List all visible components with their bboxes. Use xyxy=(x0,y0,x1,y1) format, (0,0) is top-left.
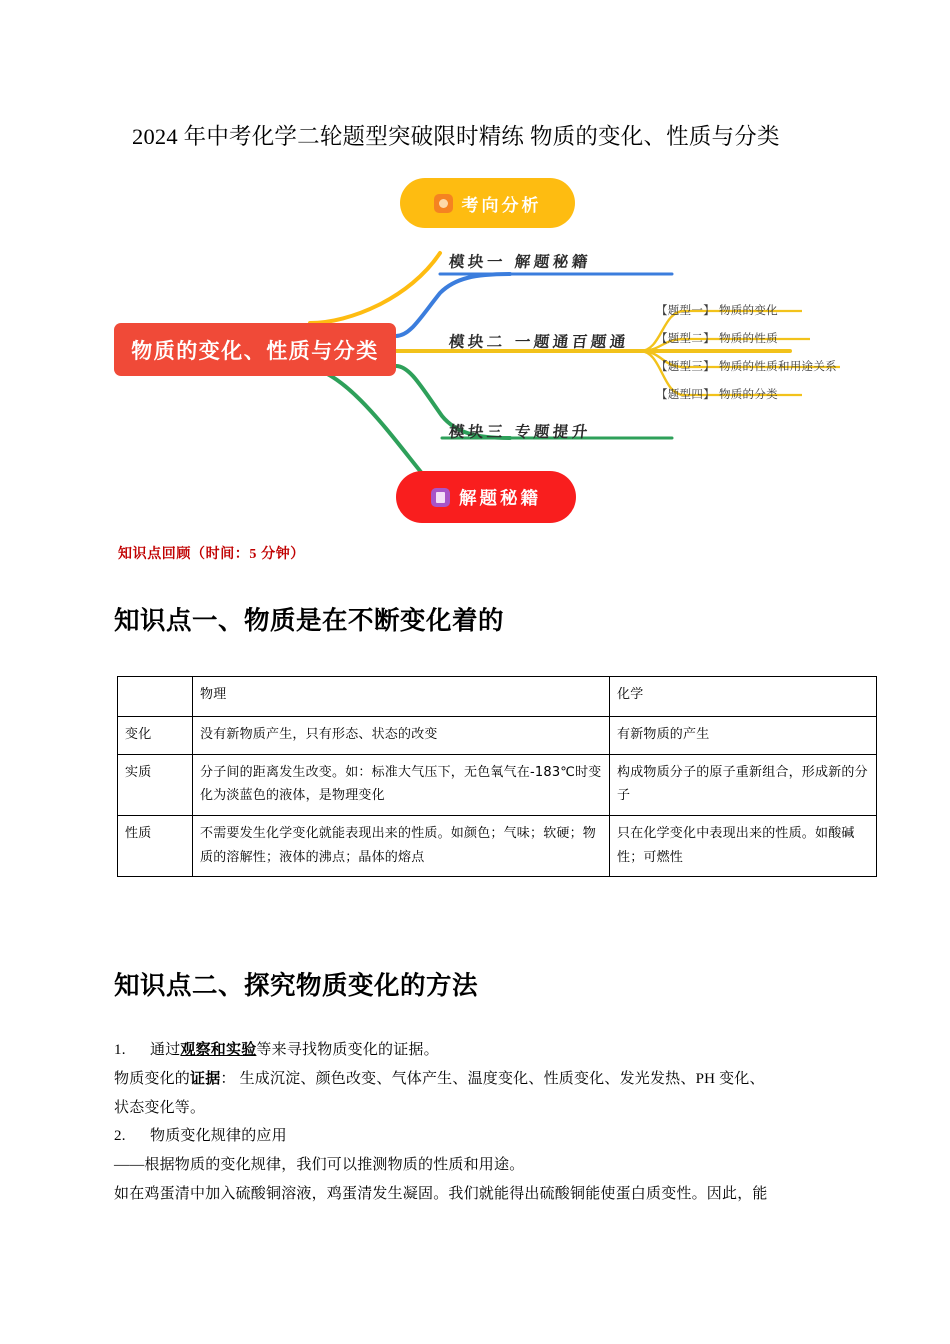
numbered-item-1 xyxy=(114,1036,840,1065)
table-cell-chemical: 有新物质的产生 xyxy=(610,717,877,755)
table-cell-chemical: 构成物质分子的原子重新组合，形成新的分子 xyxy=(610,754,877,815)
mindmap-top-pill-label: 考向分析 xyxy=(461,195,542,216)
book-icon xyxy=(431,488,450,507)
table-cell-physical: 分子间的距离发生改变。如：标准大气压下，无色氧气在-183℃时变化为淡蓝色的液体，是物理变化 xyxy=(193,754,610,815)
evidence-continuation: 状态变化等。 xyxy=(114,1099,206,1116)
mindmap-leaf-item[interactable]: 【题型一】 物质的变化 xyxy=(656,303,778,317)
mindmap-bottom-pill[interactable] xyxy=(396,471,576,523)
page-title: 2024 年中考化学二轮题型突破限时精练 物质的变化、性质与分类 xyxy=(132,124,780,149)
item1-post: 等来寻找物质变化的证据。 xyxy=(256,1042,439,1058)
evidence-post: ： 生成沉淀、颜色改变、气体产生、温度变化、性质变化、发光发热、PH 变化、 xyxy=(220,1070,765,1087)
mindmap-root-node[interactable] xyxy=(114,323,396,376)
mindmap-leaf-item[interactable]: 【题型四】 物质的分类 xyxy=(656,387,778,401)
item2-subline: ——根据物质的变化规律，我们可以推测物质的性质和用途。 xyxy=(114,1157,525,1174)
section2-body xyxy=(114,1036,840,1209)
mindmap-bottom-pill-label: 解题秘籍 xyxy=(459,488,541,509)
mindmap-leaf-item[interactable]: 【题型二】 物质的性质 xyxy=(656,331,778,345)
table-row xyxy=(118,754,877,815)
section-heading-1: 知识点一、物质是在不断变化着的 xyxy=(114,606,505,635)
closing-paragraph: 如在鸡蛋清中加入硫酸铜溶液，鸡蛋清发生凝固。我们就能得出硫酸铜能使蛋白质变性。因此，能 xyxy=(114,1185,768,1202)
evidence-emphasis: 证据 xyxy=(190,1070,221,1087)
table-header-row xyxy=(118,677,877,717)
evidence-pre: 物质变化的 xyxy=(114,1070,191,1087)
list-marker-1: 1. xyxy=(114,1042,126,1058)
mindmap-branch-2[interactable]: 模块二 一题通百题通 xyxy=(447,333,630,351)
review-notice: 知识点回顾（时间：5 分钟） xyxy=(118,547,305,562)
item1-emphasis: 观察和实验 xyxy=(180,1042,257,1058)
table-cell-chemical: 只在化学变化中表现出来的性质。如酸碱性；可燃性 xyxy=(610,815,877,876)
knowledge-table xyxy=(117,676,877,877)
table-row-label: 性质 xyxy=(118,815,193,876)
mindmap-branch-3[interactable]: 模块三 专题提升 xyxy=(447,423,592,441)
table-cell-physical: 不需要发生化学变化就能表现出来的性质。如颜色；气味；软硬；物质的溶解性；液体的沸点；晶体的熔点 xyxy=(193,815,610,876)
mindmap-leaf-item[interactable]: 【题型三】 物质的性质和用途关系 xyxy=(656,359,837,373)
item2-text: 物质变化规律的应用 xyxy=(150,1128,287,1145)
table-header-physical: 物理 xyxy=(193,677,610,717)
table-row-label: 实质 xyxy=(118,754,193,815)
table-row-label: 变化 xyxy=(118,717,193,755)
table-row xyxy=(118,815,877,876)
table-header-chemical: 化学 xyxy=(610,677,877,717)
image-icon xyxy=(434,194,453,213)
table-header-blank xyxy=(118,677,193,717)
list-marker-2: 2. xyxy=(114,1128,126,1145)
mindmap-top-pill[interactable] xyxy=(400,178,575,228)
table-cell-physical: 没有新物质产生，只有形态、状态的改变 xyxy=(193,717,610,755)
table-row xyxy=(118,717,877,755)
item1-pre: 通过 xyxy=(150,1042,181,1058)
mindmap-branch-1[interactable]: 模块一 解题秘籍 xyxy=(447,253,592,271)
numbered-item-2 xyxy=(114,1122,840,1151)
evidence-line xyxy=(114,1065,840,1094)
section-heading-2: 知识点二、探究物质变化的方法 xyxy=(114,971,479,1000)
mindmap-diagram xyxy=(110,168,850,540)
mindmap-root-label: 物质的变化、性质与分类 xyxy=(131,338,379,363)
